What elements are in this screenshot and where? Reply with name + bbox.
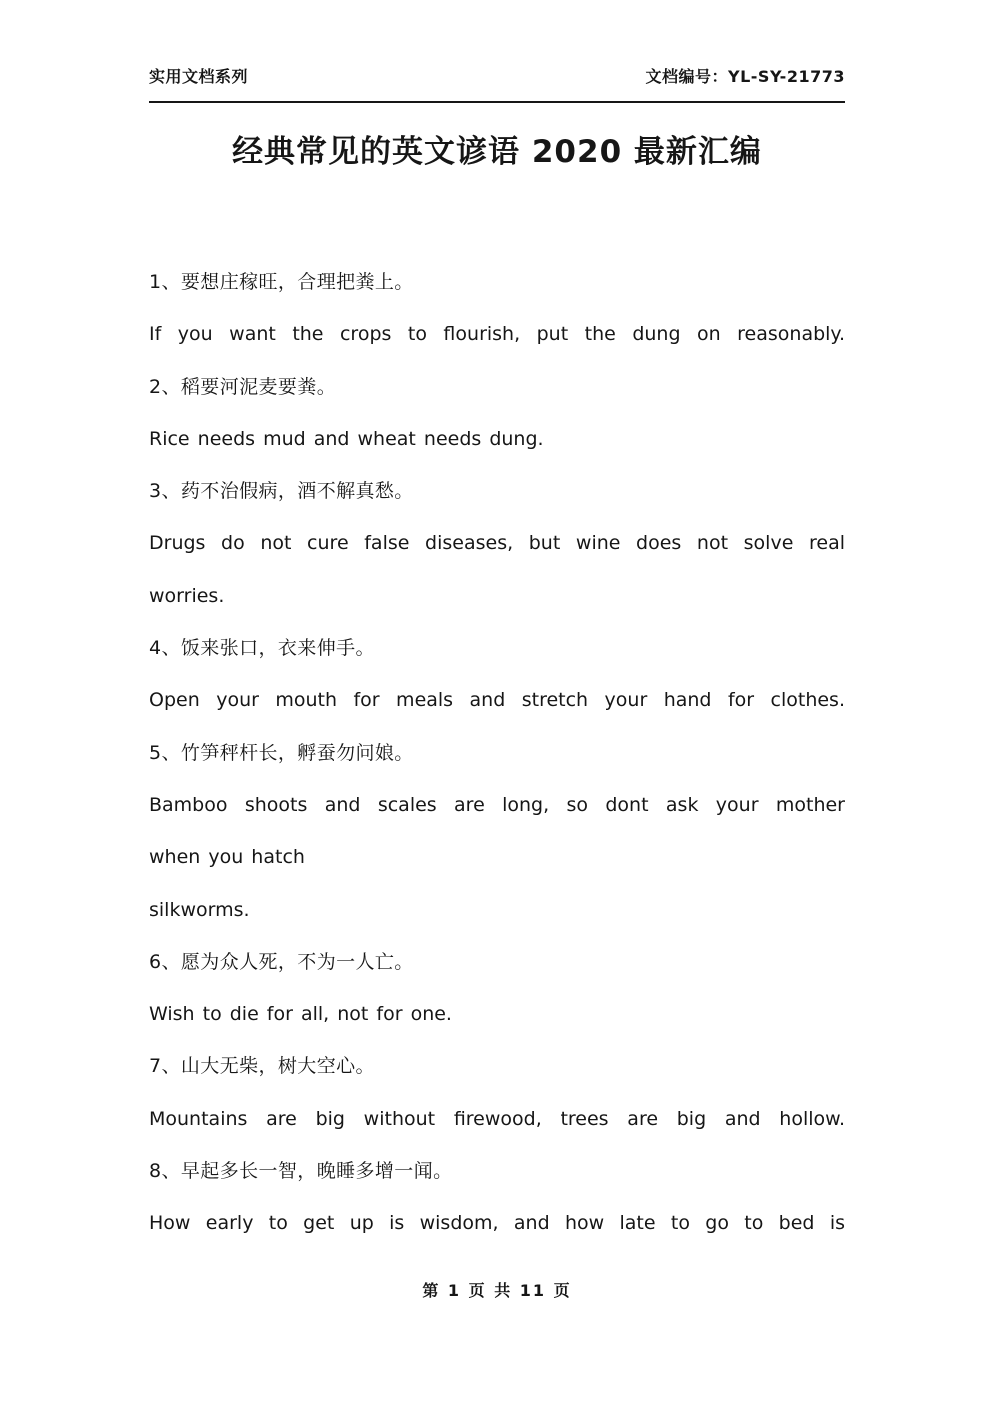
proverb-en-line: Rice needs mud and wheat needs dung. [149, 427, 544, 450]
proverb-list [149, 256, 845, 1250]
proverb-en-line: If you want the crops to flourish, put the dung on reasonably. [149, 323, 845, 346]
header-series-label: 实用文档系列 [149, 67, 249, 86]
proverb-en-line: when you hatch [149, 846, 305, 869]
proverb-en-line: Wish to die for all, not for one. [149, 1003, 452, 1026]
header-doc-number: 文档编号：YL-SY-21773 [645, 67, 845, 86]
proverb-en-line: Drugs do not cure false diseases, but wine does not solve real [149, 532, 845, 555]
proverb-cn-line: 7、山大无柴，树大空心。 [149, 1055, 375, 1078]
proverb-en-line: Mountains are big without firewood, trees are big and hollow. [149, 1107, 845, 1130]
proverb-cn-line: 3、药不治假病，酒不解真愁。 [149, 480, 414, 503]
document-title: 经典常见的英文谚语 2020 最新汇编 [232, 134, 762, 170]
proverb-en-line: silkworms. [149, 898, 250, 921]
proverb-en-line: How early to get up is wisdom, and how late to go to bed is [149, 1212, 845, 1235]
page-number-footer: 第 1 页 共 11 页 [422, 1281, 572, 1300]
proverb-cn-line: 4、饭来张口，衣来伸手。 [149, 637, 375, 660]
proverb-en-line: Bamboo shoots and scales are long, so dont ask your mother [149, 793, 845, 816]
proverb-cn-line: 1、要想庄稼旺，合理把粪上。 [149, 271, 414, 293]
proverb-cn-line: 8、早起多长一智，晚睡多增一闻。 [149, 1160, 453, 1183]
proverb-cn-line: 5、竹笋秤杆长，孵蚕勿问娘。 [149, 741, 414, 764]
proverb-cn-line: 6、愿为众人死，不为一人亡。 [149, 950, 414, 973]
proverb-en-line: worries. [149, 584, 225, 607]
proverb-en-line: Open your mouth for meals and stretch your hand for clothes. [149, 689, 845, 712]
page-header [149, 64, 845, 103]
proverb-cn-line: 2、稻要河泥麦要粪。 [149, 375, 337, 398]
